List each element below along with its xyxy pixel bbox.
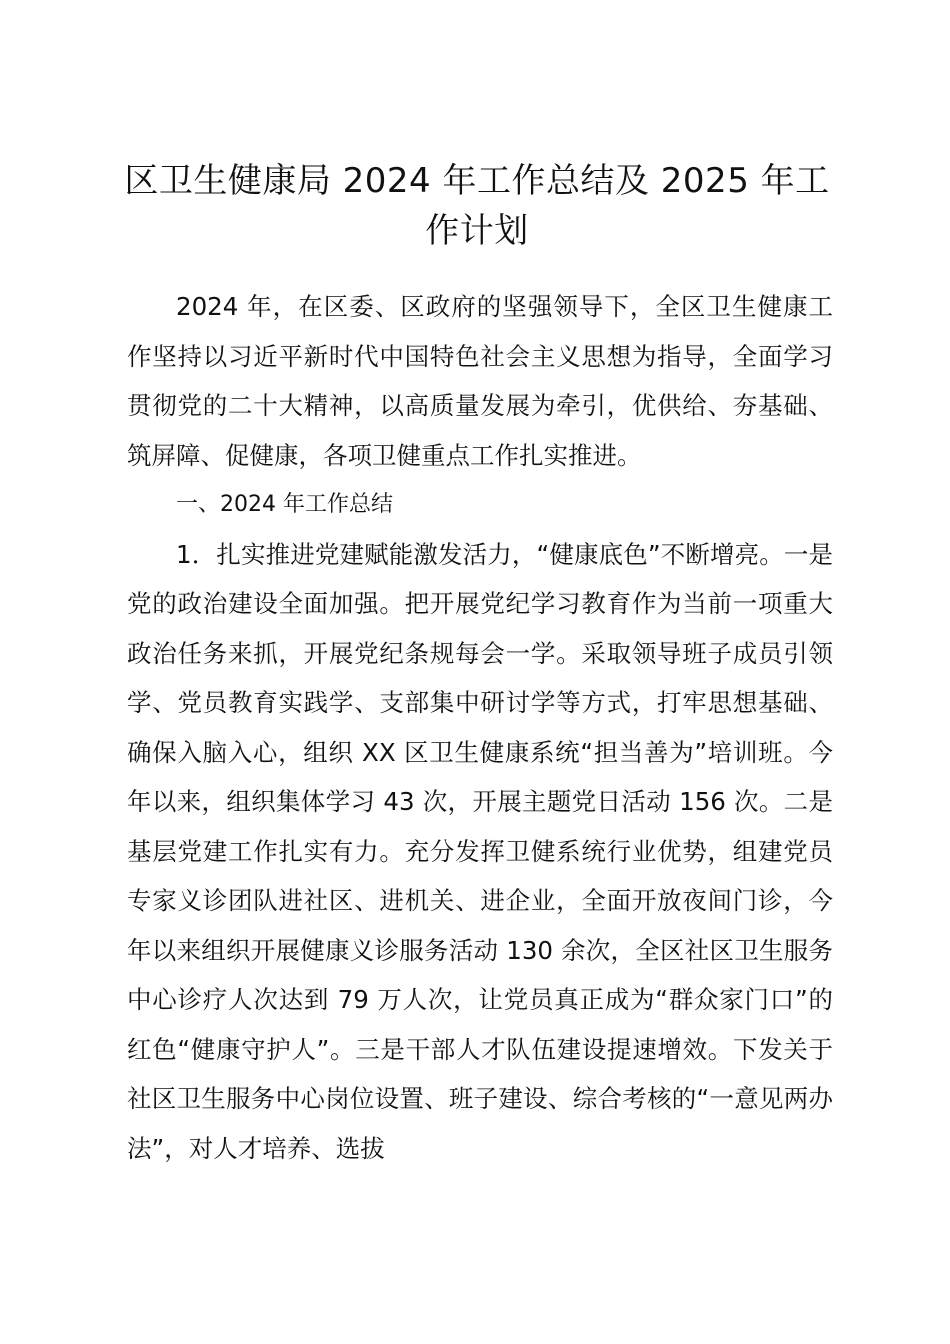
section-heading: 一、2024 年工作总结	[176, 492, 393, 517]
item-paragraph: 1．扎实推进党建赋能激发活力，“健康底色”不断增亮。一是党的政治建设全面加强。把开展党纪学习教育作为当前一项重大政治任务来抓，开展党纪条规每会一学。采取领导班子成员引领学、党员教育实践学、支部集中研讨学等方式，打牢思想基础、确保入脑入心，组织 XX 区卫生健康系统“担当善为”培训班。今年以来，组织集体学习 43 次，开展主题党日活动 156 次。二是基层党建工作扎实有力。充分发挥卫健系统行业优势，组建党员专家义诊团队进社区、进机关、进企业，全面开放夜间门诊，今年以来组织开展健康义诊服务活动 130 余次，全区社区卫生服务中心诊疗人次达到 79 万人次，让党员真正成为“群众家门口”的红色“健康守护人”。三是干部人才队伍建设提速增效。下发关于社区卫生服务中心岗位设置、班子建设、综合考核的“一意见两办法”，对人才培养、选拔	[127, 539, 833, 1163]
intro-paragraph: 2024 年，在区委、区政府的坚强领导下，全区卫生健康工作坚持以习近平新时代中国特色社会主义思想为指导，全面学习贯彻党的二十大精神，以高质量发展为牵引，优供给、夯基础、筑屏障、促健康，各项卫健重点工作扎实推进。	[127, 292, 833, 470]
document-body	[127, 282, 833, 1173]
document-title: 区卫生健康局 2024 年工作总结及 2025 年工作计划	[124, 161, 830, 251]
